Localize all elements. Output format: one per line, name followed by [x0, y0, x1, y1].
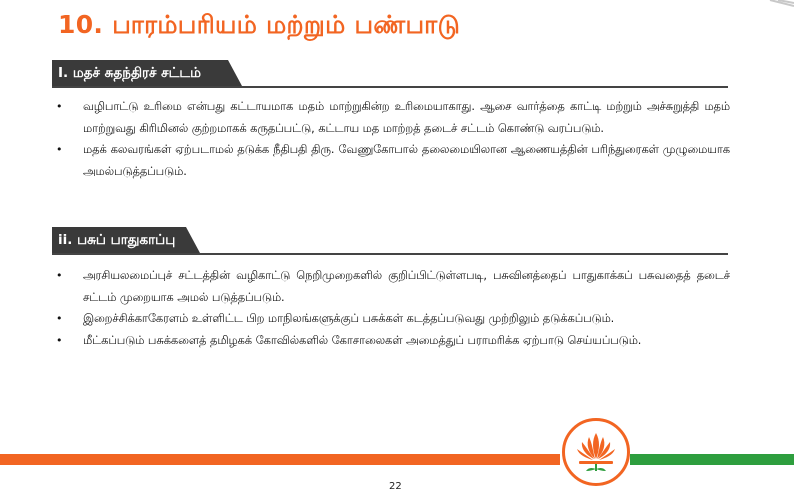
- bullet-text: அரசியலமைப்புச் சட்டத்தின் வழிகாட்டு நெறிமுறைகளில் குறிப்பிட்டுள்ளபடி, பசுவினத்தைப் பாதுகாக்கப் பசுவதைத் தடைச் சட்டம் முறையாக அமல் படுத்தப்படும்.: [83, 269, 730, 304]
- footer-band-saffron: [0, 454, 560, 465]
- bullet-marker: •: [56, 100, 63, 113]
- bullet-text: மீட்கப்படும் பசுக்களைத் தமிழகக் கோவில்களில் கோசாலைகள் அமைத்துப் பராமரிக்க ஏற்பாடு செய்யப்படும்.: [83, 333, 642, 347]
- list-item: [55, 139, 730, 182]
- page-title: 10. பாரம்பரியம் மற்றும் பண்பாடு: [58, 10, 461, 39]
- section-header-religious-freedom: [52, 60, 728, 88]
- bullet-list-cow-protection: [55, 265, 730, 351]
- section-heading: ii. பசுப் பாதுகாப்பு: [52, 227, 186, 253]
- footer-band-green: [630, 454, 794, 465]
- section-header-cow-protection: [52, 227, 728, 255]
- party-logo: [562, 418, 630, 486]
- bullet-text: இறைச்சிக்காகேரளம் உள்ளிட்ட பிற மாநிலங்களுக்குப் பசுக்கள் கடத்தப்படுவது முற்றிலும் தடுக்கப்படும்.: [83, 312, 615, 325]
- bullet-list-religious-freedom: [55, 96, 730, 182]
- bullet-marker: •: [56, 143, 63, 156]
- corner-stripes-decoration: [764, 0, 794, 12]
- list-item: [55, 308, 730, 330]
- bullet-text: மதக் கலவரங்கள் ஏற்படாமல் தடுக்க நீதிபதி திரு. வேணுகோபால் தலைமையிலான ஆணையத்தின் பரிந்துரைகள் முழுமையாக அமல்படுத்தப்படும்.: [83, 143, 730, 178]
- list-item: [55, 96, 730, 139]
- bullet-text: வழிபாட்டு உரிமை என்பது கட்டாயமாக மதம் மாற்றுகின்ற உரிமையாகாது. ஆசை வார்த்தை காட்டி மற்றும் அச்சுறுத்தி மதம் மாற்றுவது கிரிமினல் குற்றமாகக் கருதப்பட்டு, கட்டாய மத மாற்றத் தடைச் சட்டம் கொண்டு வரப்படும்.: [83, 100, 730, 135]
- lotus-icon: [565, 421, 627, 483]
- list-item: [55, 265, 730, 308]
- bullet-marker: •: [56, 333, 63, 347]
- bullet-marker: •: [56, 269, 63, 282]
- bullet-marker: •: [56, 312, 63, 325]
- list-item: [55, 330, 730, 352]
- section-heading: I. மதச் சுதந்திரச் சட்டம்: [52, 60, 228, 86]
- page-number: 22: [389, 481, 402, 492]
